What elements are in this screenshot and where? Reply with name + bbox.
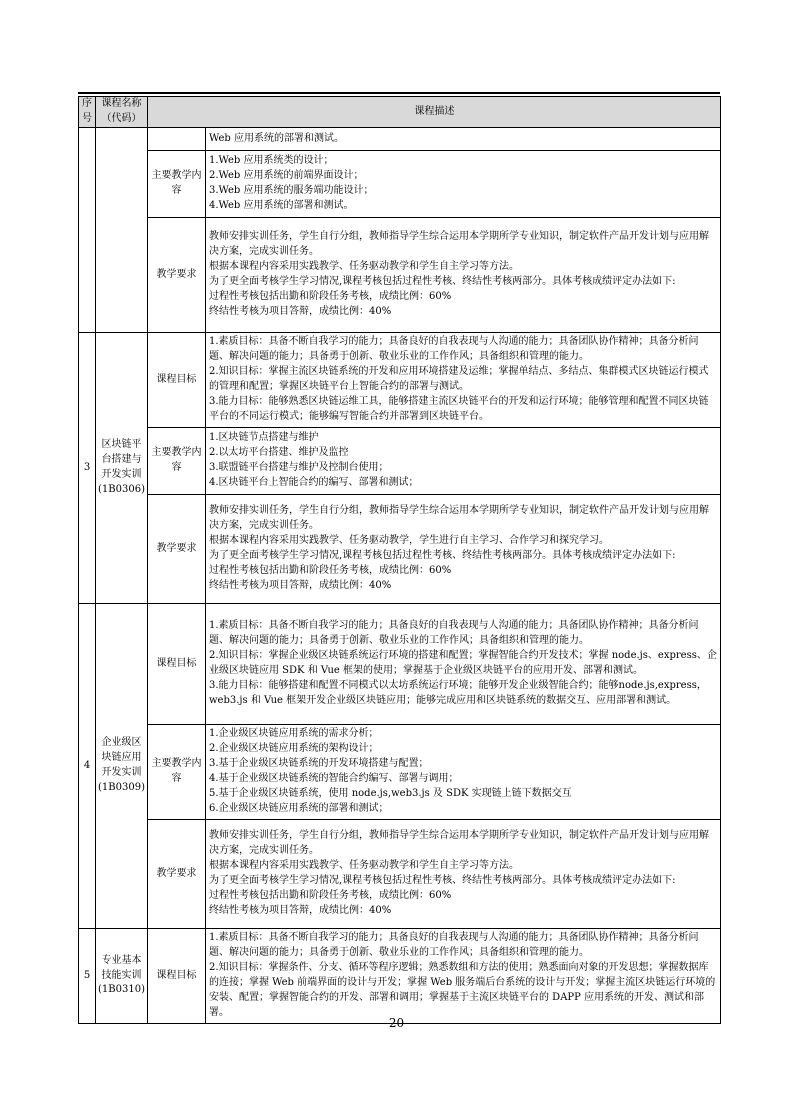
course-code: (1B0306)	[98, 483, 145, 495]
type-cell: 教学要求	[148, 495, 206, 604]
desc-cell	[206, 151, 721, 218]
desc-line: 1.素质目标：具备不断自我学习的能力；具备良好的自我表现与人沟通的能力；具备团队协作精神；具备分析问题、解决问题的能力；具备勇于创新、敬业乐业的工作作风；具备组织和管理的能力。	[209, 620, 699, 647]
desc-line: 根据本课程内容采用实践教学、任务驱动教学和学生自主学习等方法。	[209, 261, 519, 273]
desc-line: 过程性考核包括出勤和阶段任务考核，成绩比例：60%	[209, 889, 452, 901]
type-cell: 课程目标	[148, 929, 206, 1024]
table-row	[79, 128, 721, 151]
desc-line: 3.基于企业级区块链系统的开发环境搭建与配置；	[209, 758, 429, 770]
desc-line: 1.素质目标：具备不断自我学习的能力；具备良好的自我表现与人沟通的能力；具备团队协作精神；具备分析问题、解决问题的能力；具备勇于创新、敬业乐业的工作作风；具备组织和管理的能力。	[209, 932, 699, 959]
desc-line: 3.Web 应用系统的服务端功能设计；	[209, 185, 374, 196]
desc-line: 终结性考核为项目答辩，成绩比例：40%	[209, 579, 392, 591]
course-table	[78, 96, 721, 1024]
desc-line: 4.基于企业级区块链系统的智能合约编写、部署与调用；	[209, 773, 459, 784]
table-row	[79, 820, 721, 929]
desc-line: 终结性考核为项目答辩，成绩比例：40%	[209, 305, 392, 317]
desc-line: 为了更全面考核学生学习情况,课程考核包括过程性考核、终结性考核两部分。具体考核成绩评定办法如下:	[209, 276, 676, 287]
table-row	[79, 929, 721, 1024]
table-row	[79, 604, 721, 725]
course-code: (1B0309)	[98, 781, 145, 793]
table-row	[79, 725, 721, 820]
desc-line: 过程性考核包括出勤和阶段任务考核，成绩比例：60%	[209, 564, 452, 576]
desc-line: 1.企业级区块链应用系统的需求分析；	[209, 728, 379, 740]
type-cell: 教学要求	[148, 820, 206, 929]
table-row	[79, 428, 721, 495]
type-cell: 课程目标	[148, 333, 206, 428]
desc-cell	[206, 428, 721, 495]
table-row	[79, 218, 721, 333]
header-name: 课程名称（代码）	[96, 97, 148, 128]
type-cell: 主要教学内容	[148, 428, 206, 495]
desc-cell	[206, 929, 721, 1024]
desc-line: 2.以太坊平台搭建、维护及监控	[209, 447, 349, 459]
desc-cell	[206, 820, 721, 929]
type-cell-empty	[148, 128, 206, 151]
type-cell: 主要教学内容	[148, 725, 206, 820]
course-name-text: 企业级区块链应用开发实训	[101, 737, 142, 778]
course-no: 5	[79, 929, 96, 1024]
desc-line: 4.区块链平台上智能合约的编写、部署和测试；	[209, 476, 419, 488]
course-no: 4	[79, 604, 96, 929]
desc-line: 为了更全面考核学生学习情况,课程考核包括过程性考核、终结性考核两部分。具体考核成绩评定办法如下:	[209, 550, 676, 561]
desc-line: 5.基于企业级区块链系统，使用 node.js,web3.js 及 SDK 实现链上链下数据交互	[209, 787, 572, 799]
page-number: 20	[388, 1016, 405, 1030]
desc-line: 2.企业级区块链应用系统的架构设计；	[209, 743, 379, 755]
course-code: (1B0310)	[98, 984, 145, 996]
table-row	[79, 333, 721, 428]
course-name	[96, 929, 148, 1024]
desc-line: 过程性考核包括出勤和阶段任务考核，成绩比例：60%	[209, 290, 452, 302]
desc-line: 2.知识目标：掌握主流区块链系统的开发和应用环境搭建及运维；掌握单结点、多结点、集群模式区块链运行模式的管理和配置；掌握区块链平台上智能合约的部署与测试。	[209, 366, 709, 392]
desc-cell	[206, 128, 721, 151]
desc-line: 6.企业级区块链应用系统的部署和测试；	[209, 802, 389, 814]
course-name-text: 区块链平台搭建与开发实训	[101, 439, 142, 480]
desc-line: 1.区块链节点搭建与维护	[209, 432, 319, 444]
course-name-text: 专业基本技能实训	[101, 954, 142, 981]
desc-line: 3.能力目标：能够熟悉区块链运维工具，能够搭建主流区块链平台的开发和运行环境；能够管理和配置不同区块链平台的不同运行模式；能够编写智能合约并部署到区块链平台。	[209, 395, 709, 422]
desc-line: Web 应用系统的部署和测试。	[209, 132, 344, 144]
desc-cell	[206, 495, 721, 604]
table-row	[79, 151, 721, 218]
desc-line: 根据本课程内容采用实践教学、任务驱动教学，学生进行自主学习、合作学习和探究学习。	[209, 535, 609, 547]
desc-line: 为了更全面考核学生学习情况,课程考核包括过程性考核、终结性考核两部分。具体考核成绩评定办法如下:	[209, 875, 676, 886]
table-row	[79, 495, 721, 604]
course-name	[96, 604, 148, 929]
desc-line: 教师安排实训任务，学生自行分组，教师指导学生综合运用本学期所学专业知识，制定软件产品开发计划与应用解决方案，完成实训任务。	[209, 231, 709, 258]
desc-line: 2.知识目标：掌握条件、分支、循环等程序逻辑；熟悉数组和方法的使用；熟悉面向对象的开发思想；掌握数据库的连接；掌握 Web 前端界面的设计与开发；掌握 Web 服务端后台系统的设计与开发；掌握主流区块链运行环境的安装、配置；掌握智能合约的开发、部署和调用；掌握基于主流区块链平台的 DAPP 应用系统的开发、测试和部署。	[209, 962, 716, 1018]
row-name-empty	[96, 128, 148, 333]
desc-line: 终结性考核为项目答辩，成绩比例：40%	[209, 904, 392, 916]
type-cell: 课程目标	[148, 604, 206, 725]
desc-line: 教师安排实训任务，学生自行分组，教师指导学生综合运用本学期所学专业知识，制定软件产品开发计划与应用解决方案，完成实训任务。	[209, 830, 709, 857]
desc-line: 根据本课程内容采用实践教学、任务驱动教学和学生自主学习等方法。	[209, 860, 519, 872]
header-no: 序号	[79, 97, 96, 128]
header-desc: 课程描述	[148, 97, 721, 128]
desc-line: 2.知识目标：掌握企业级区块链系统运行环境的搭建和配置；掌握智能合约开发技术；掌握 node.js、express、企业级区块链应用 SDK 和 Vue 框架的使用；掌握基于企业级区块链平台的应用开发、部署和测试。	[209, 650, 717, 676]
desc-cell	[206, 725, 721, 820]
desc-cell	[206, 218, 721, 333]
type-cell: 教学要求	[148, 218, 206, 333]
desc-line: 教师安排实训任务，学生自行分组，教师指导学生综合运用本学期所学专业知识，制定软件产品开发计划与应用解决方案，完成实训任务。	[209, 505, 709, 532]
desc-line: 3.能力目标：能够搭建和配置不同模式以太坊系统运行环境；能够开发企业级智能合约；能够node.js,express，web3.js 和 Vue 框架开发企业级区块链应用；能够完成应用和区块链系统的数据交互、应用部署和测试。	[209, 679, 707, 706]
desc-line: 4.Web 应用系统的部署和测试。	[209, 199, 354, 211]
desc-line: 1.Web 应用系统类的设计；	[209, 155, 334, 167]
row-no-empty	[79, 128, 96, 333]
desc-cell	[206, 333, 721, 428]
desc-line: 3.联盟链平台搭建与维护及控制台使用；	[209, 462, 389, 473]
desc-line: 1.素质目标：具备不断自我学习的能力；具备良好的自我表现与人沟通的能力；具备团队协作精神；具备分析问题、解决问题的能力；具备勇于创新、敬业乐业的工作作风；具备组织和管理的能力。	[209, 336, 699, 363]
desc-line: 2.Web 应用系统的前端界面设计；	[209, 170, 364, 182]
table-header-row	[79, 97, 721, 128]
course-no: 3	[79, 333, 96, 604]
type-cell: 主要教学内容	[148, 151, 206, 218]
desc-cell	[206, 604, 721, 725]
course-name	[96, 333, 148, 604]
top-rule	[78, 92, 720, 94]
